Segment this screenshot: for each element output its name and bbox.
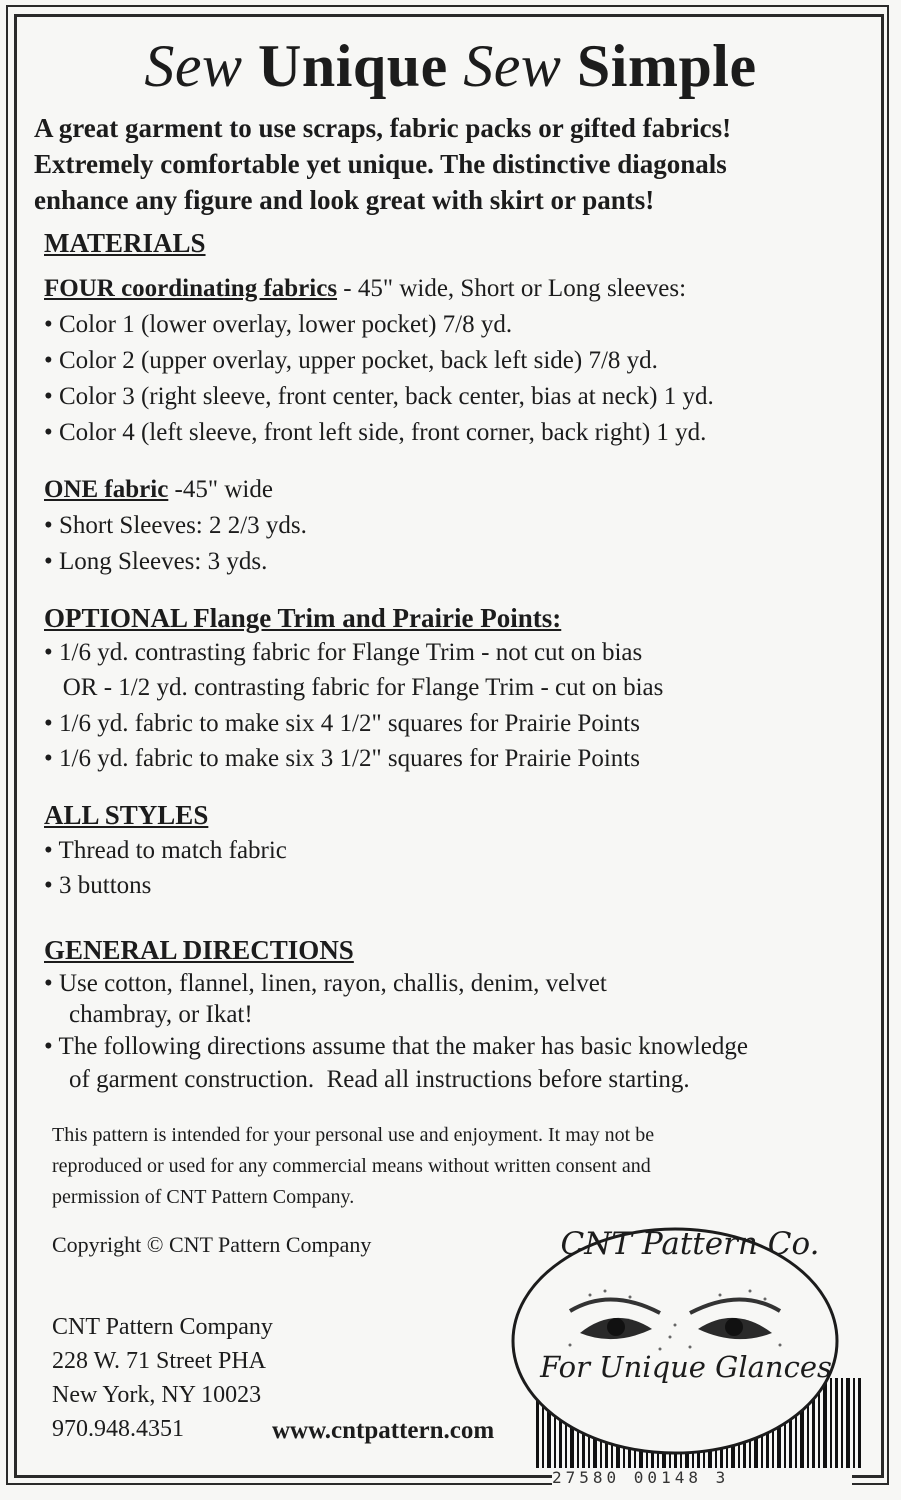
intro-text [34,110,874,218]
materials-heading: MATERIALS [44,228,206,258]
logo-name: CNT Pattern Co. [560,1226,820,1262]
notice-line: permission of CNT Pattern Company. [52,1186,355,1208]
general-directions-heading: GENERAL DIRECTIONS [44,935,354,965]
list-item: • 3 buttons [44,872,152,899]
list-item: • Long Sleeves: 3 yds. [44,548,268,575]
four-fabrics-line [44,275,686,303]
list-item: • Color 1 (lower overlay, lower pocket) 7/8 yd. [44,311,513,338]
address-line: New York, NY 10023 [52,1382,262,1408]
one-fabric-label: ONE fabric [44,476,169,503]
page-title [0,30,901,102]
one-fabric-line [44,476,273,504]
list-item: • The following directions assume that the maker has basic knowledge [44,1033,748,1060]
list-item: • 1/6 yd. fabric to make six 4 1/2" squares for Prairie Points [44,710,640,737]
title-simple: Simple [561,33,757,99]
copyright: Copyright © CNT Pattern Company [52,1232,372,1257]
notice-line: reproduced or used for any commercial means without written consent and [52,1155,651,1177]
optional-heading: OPTIONAL Flange Trim and Prairie Points: [44,603,562,633]
list-item: of garment construction. Read all instructions before starting. [44,1066,690,1093]
title-sew-2: Sew [463,33,562,99]
list-item: • Color 3 (right sleeve, front center, back center, bias at neck) 1 yd. [44,383,714,410]
list-item: • Use cotton, flannel, linen, rayon, challis, denim, velvet [44,970,607,997]
intro-line: Extremely comfortable yet unique. The distinctive diagonals [34,149,727,179]
address-line: 970.948.4351 [52,1416,184,1442]
address-line: 228 W. 71 Street PHA [52,1348,267,1374]
logo-tagline: For Unique Glances [540,1350,832,1384]
list-item: • 1/6 yd. fabric to make six 3 1/2" squares for Prairie Points [44,745,640,772]
intro-line: enhance any figure and look great with skirt or pants! [34,185,655,215]
four-fabrics-label: FOUR coordinating fabrics [44,275,338,302]
intro-line: A great garment to use scraps, fabric packs or gifted fabrics! [34,113,732,143]
list-item: • Short Sleeves: 2 2/3 yds. [44,512,307,539]
title-sew-1: Sew [144,33,243,99]
title-unique: Unique [242,33,464,99]
address-line: CNT Pattern Company [52,1314,273,1340]
website-link[interactable]: www.cntpattern.com [272,1417,495,1444]
list-item: • 1/6 yd. contrasting fabric for Flange Trim - not cut on bias [44,639,643,666]
list-item: chambray, or Ikat! [44,1001,253,1028]
barcode-number: 27580 00148 3 [552,1468,852,1487]
notice-line: This pattern is intended for your personal use and enjoyment. It may not be [52,1124,655,1146]
four-fabrics-rest: - 45" wide, Short or Long sleeves: [337,275,687,302]
one-fabric-rest: -45" wide [168,476,273,503]
list-item: • Thread to match fabric [44,837,287,864]
list-item: • Color 2 (upper overlay, upper pocket, back left side) 7/8 yd. [44,347,658,374]
list-item: OR - 1/2 yd. contrasting fabric for Flange Trim - cut on bias [44,674,664,701]
all-styles-heading: ALL STYLES [44,800,209,830]
list-item: • Color 4 (left sleeve, front left side, front corner, back right) 1 yd. [44,419,707,446]
